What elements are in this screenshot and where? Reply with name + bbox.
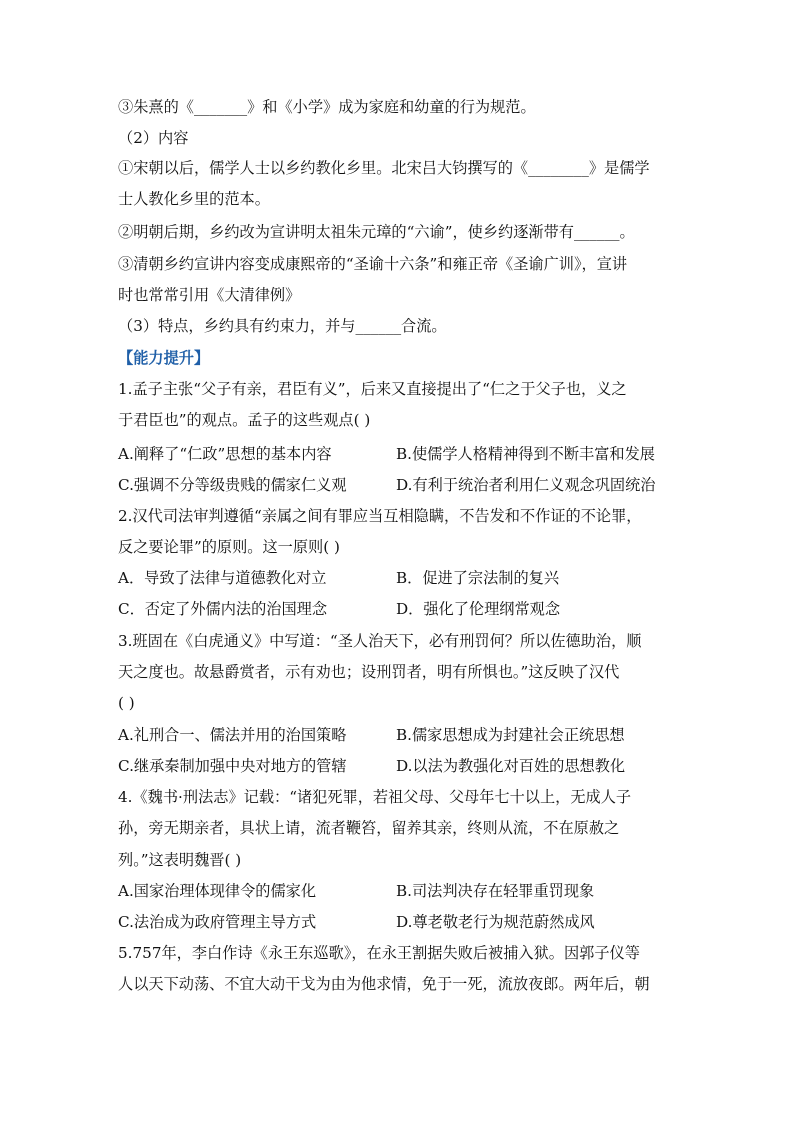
question-4-stem: 4.《魏书·刑法志》记载：“诸犯死罪，若祖父母、父母年七十以上，无成人子 — [118, 788, 632, 806]
question-1-stem: 1.孟子主张“父子有亲，君臣有义”，后来又直接提出了“仁之于父子也，义之 — [118, 380, 627, 398]
question-2-option-c[interactable]: C．否定了外儒内法的治国理念 — [118, 600, 328, 618]
question-4-option-a[interactable]: A.国家治理体现律令的儒家化 — [118, 882, 317, 900]
text-line: ②明朝后期，乡约改为宣讲明太祖朱元璋的“六谕”，使乡约逐渐带有______。 — [118, 223, 635, 241]
question-4-stem: 孙，旁无期亲者，具状上请，流者鞭笞，留养其亲，终则从流，不在原赦之 — [118, 819, 620, 837]
question-3-option-b[interactable]: B.儒家思想成为封建社会正统思想 — [396, 726, 625, 744]
question-1-option-a[interactable]: A.阐释了“仁政”思想的基本内容 — [118, 445, 332, 463]
question-4-option-c[interactable]: C.法治成为政府管理主导方式 — [118, 913, 317, 931]
question-3-stem: 3.班固在《白虎通义》中写道：“圣人治天下，必有刑罚何？所以佐德助治，顺 — [118, 632, 642, 650]
text-line: ①宋朝以后，儒学人士以乡约教化乡里。北宋吕大钧撰写的《________》是儒学 — [118, 159, 650, 177]
question-2-stem: 反之要论罪”的原则。这一原则( ) — [118, 538, 340, 556]
question-3-stem: ( ) — [118, 694, 135, 712]
text-line: 时也常常引用《大清律例》 — [118, 286, 301, 304]
question-2-option-d[interactable]: D．强化了伦理纲常观念 — [396, 600, 561, 618]
question-2-stem: 2.汉代司法审判遵循“亲属之间有罪应当互相隐瞒，不告发和不作证的不论罪， — [118, 507, 642, 525]
question-3-stem: 天之度也。故悬爵赏者，示有劝也；设刑罚者，明有所惧也。”这反映了汉代 — [118, 663, 620, 681]
section-heading: 【能力提升】 — [118, 349, 210, 367]
question-4-option-b[interactable]: B.司法判决存在轻罪重罚现象 — [396, 882, 595, 900]
question-1-option-c[interactable]: C.强调不分等级贵贱的儒家仁义观 — [118, 476, 347, 494]
subheading-content: （2）内容 — [118, 129, 189, 147]
question-1-stem: 于君臣也”的观点。孟子的这些观点( ) — [118, 411, 371, 429]
text-line: 士人教化乡里的范本。 — [118, 190, 270, 208]
question-2-option-a[interactable]: A．导致了法律与道德教化对立 — [118, 569, 327, 587]
question-3-option-a[interactable]: A.礼刑合一、儒法并用的治国策略 — [118, 726, 347, 744]
question-5-stem: 人以天下动荡、不宜大动干戈为由为他求情，免于一死，流放夜郎。两年后，朝 — [118, 975, 650, 993]
question-1-option-b[interactable]: B.使儒学人格精神得到不断丰富和发展 — [396, 445, 655, 463]
question-5-stem: 5.757年，李白作诗《永王东巡歌》，在永王割据失败后被捕入狱。因郭子仪等 — [118, 944, 640, 962]
text-line: ③朱熹的《_______》和《小学》成为家庭和幼童的行为规范。 — [118, 98, 536, 116]
question-4-option-d[interactable]: D.尊老敬老行为规范蔚然成风 — [396, 913, 595, 931]
question-3-option-d[interactable]: D.以法为教强化对百姓的思想教化 — [396, 757, 626, 775]
question-1-option-d[interactable]: D.有利于统治者利用仁义观念巩固统治 — [396, 476, 656, 494]
question-3-option-c[interactable]: C.继承秦制加强中央对地方的管辖 — [118, 757, 347, 775]
subheading-features: （3）特点，乡约具有约束力，并与______合流。 — [118, 317, 447, 335]
question-4-stem: 列。”这表明魏晋( ) — [118, 851, 242, 869]
text-line: ③清朝乡约宣讲内容变成康熙帝的“圣谕十六条”和雍正帝《圣谕广训》，宣讲 — [118, 255, 628, 273]
question-2-option-b[interactable]: B．促进了宗法制的复兴 — [396, 569, 560, 587]
